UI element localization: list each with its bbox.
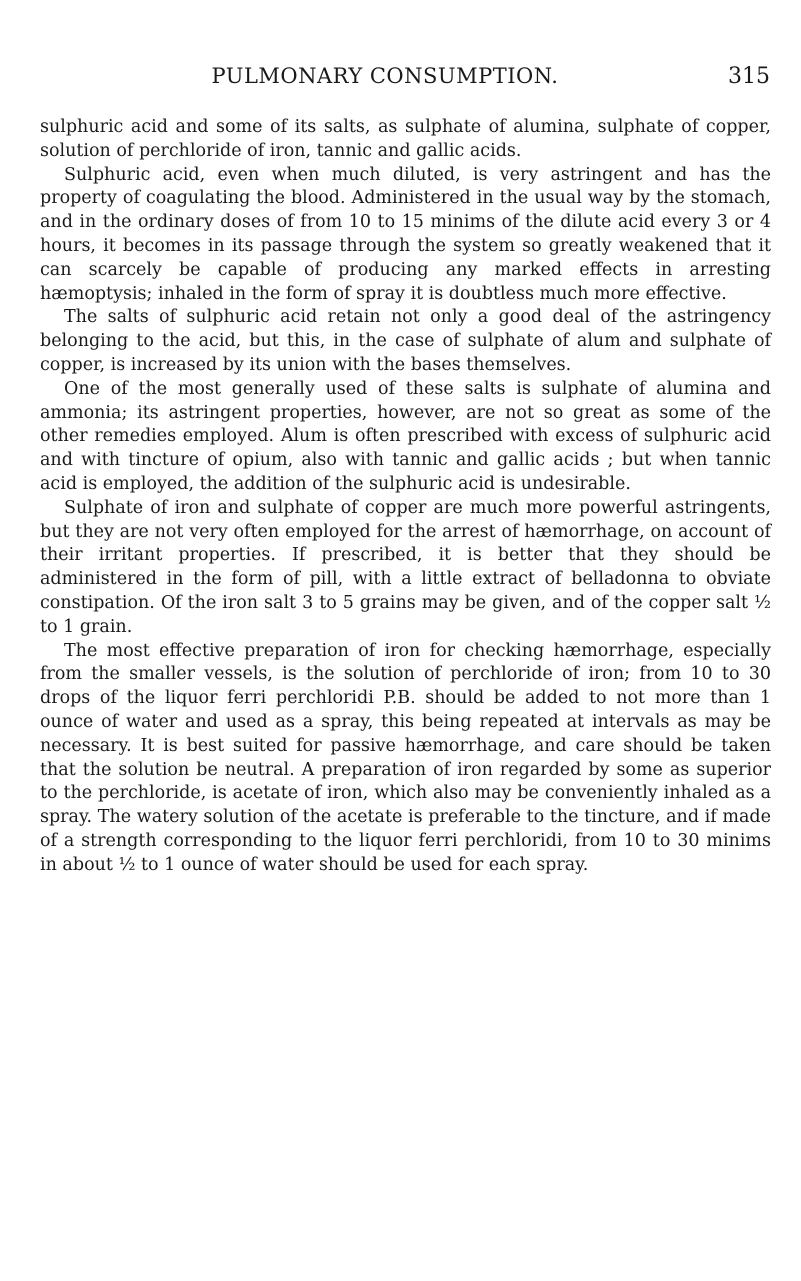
running-title: PULMONARY CONSUMPTION.	[211, 64, 559, 88]
page-header	[0, 64, 770, 94]
paragraph-continuation: sulphuric acid and some of its salts, as sulphate of alumina, sulphate of copper, solution of perchloride of iron, tannic and gallic acids.	[40, 117, 771, 161]
page-number: 315	[728, 64, 770, 89]
body-text	[40, 116, 771, 878]
paragraph-sulphuric-salts: The salts of sulphuric acid retain not only a good deal of the astringency belonging to the acid, but this, in the case of sulphate of alum and sulphate of copper, is increased by its union with the bases themselves.	[40, 307, 771, 375]
paragraph-sulphuric-acid: Sulphuric acid, even when much diluted, is very astringent and has the property of coagulating the blood. Administered in the usual way by the stomach, and in the ordinary doses of from 10 to 15 minims of the dilute acid every 3 or 4 hours, it becomes in its passage through the system so greatly weakened that it can scarcely be capable of producing any marked effects in arresting hæmoptysis; inhaled in the form of spray it is doubtless much more effective.	[40, 164, 771, 304]
paragraph-perchloride-iron: The most effective preparation of iron for checking hæmorrhage, especially from the smaller vessels, is the solution of perchloride of iron; from 10 to 30 drops of the liquor ferri perchloridi P.B. should be added to not more than 1 ounce of water and used as a spray, this being repeated at intervals as may be necessary. It is best suited for passive hæmorrhage, and care should be taken that the solution be neutral. A preparation of iron regarded by some as superior to the perchloride, is acetate of iron, which also may be conveniently inhaled as a spray. The watery solution of the acetate is preferable to the tincture, and if made of a strength corresponding to the liquor ferri perchloridi, from 10 to 30 minims in about ½ to 1 ounce of water should be used for each spray.	[40, 640, 771, 875]
paragraph-alum: One of the most generally used of these salts is sulphate of alumina and ammonia; its astringent properties, however, are not so great as some of the other remedies employed. Alum is often prescribed with excess of sulphuric acid and with tincture of opium, also with tannic and gallic acids ; but when tannic acid is employed, the addition of the sulphuric acid is undesirable.	[40, 378, 771, 494]
paragraph-iron-copper-sulphate: Sulphate of iron and sulphate of copper are much more powerful astringents, but they are not very often employed for the arrest of hæmorrhage, on account of their irritant properties. If prescribed, it is better that they should be administered in the form of pill, with a little extract of belladonna to obviate constipation. Of the iron salt 3 to 5 grains may be given, and of the copper salt ½ to 1 grain.	[40, 497, 771, 637]
